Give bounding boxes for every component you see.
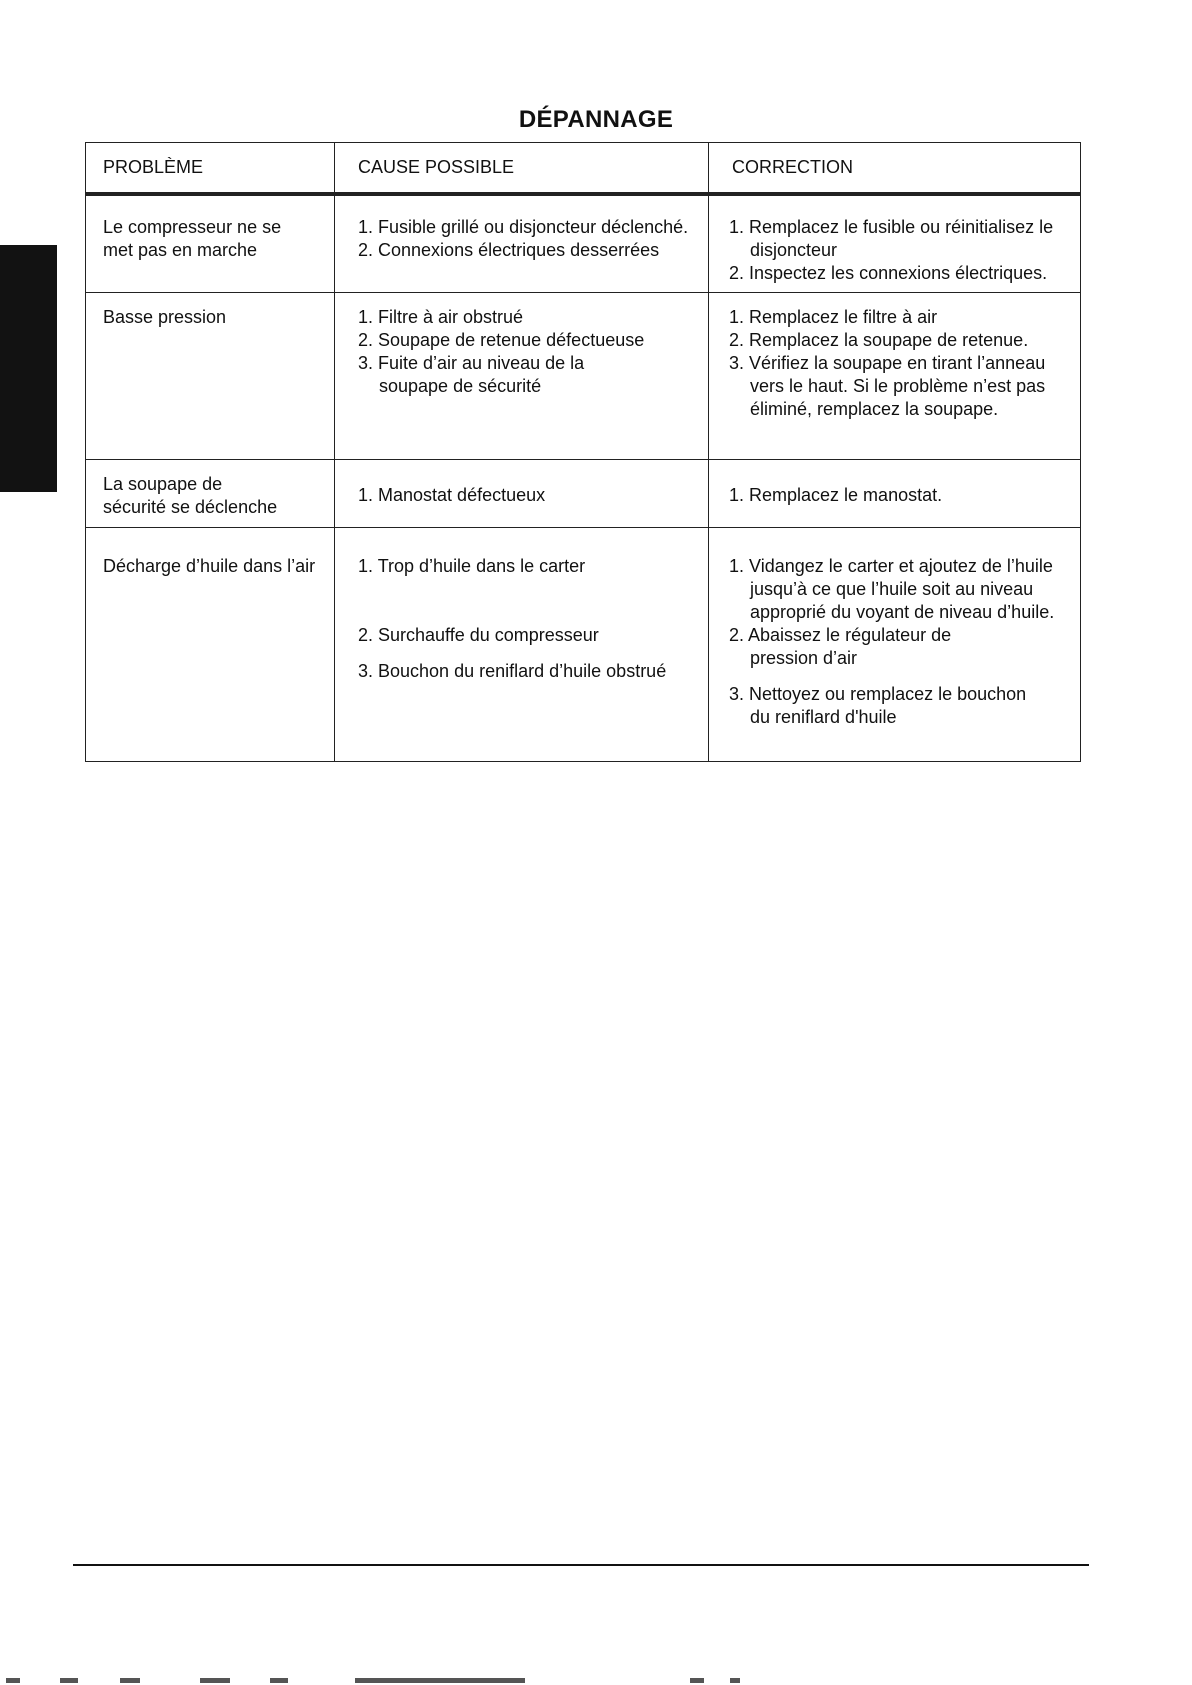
cause-cell	[335, 460, 709, 528]
cause-cell	[335, 194, 709, 293]
header-cause: CAUSE POSSIBLE	[335, 143, 709, 195]
cause-item: 3. Fuite d’air au niveau de la soupape de sécurité	[358, 353, 585, 396]
correction-item: 3. Vérifiez la soupape en tirant l’anneau vers le haut. Si le problème n’est pas éliminé, remplacez la soupape.	[729, 353, 1046, 419]
correction-cell	[709, 460, 1081, 528]
problem-text: La soupape de sécurité se déclenche	[103, 474, 278, 517]
correction-cell	[709, 528, 1081, 762]
problem-cell	[86, 528, 335, 762]
table-row	[86, 293, 1081, 460]
bottom-edge-strip	[0, 1676, 1192, 1685]
problem-cell	[86, 293, 335, 460]
problem-cell	[86, 194, 335, 293]
problem-text: Basse pression	[103, 307, 227, 327]
cause-item: 1. Filtre à air obstrué	[358, 307, 524, 327]
page-title: DÉPANNAGE	[518, 106, 674, 133]
problem-cell	[86, 460, 335, 528]
correction-item: 2. Abaissez le régulateur de pression d’air	[729, 625, 952, 668]
correction-item: 1. Remplacez le fusible ou réinitialisez le disjoncteur	[729, 217, 1054, 260]
table-row	[86, 460, 1081, 528]
problem-text: Décharge d’huile dans l’air	[103, 556, 316, 576]
cause-cell	[335, 528, 709, 762]
correction-item: 2. Inspectez les connexions électriques.	[729, 263, 1048, 283]
cause-item: 1. Fusible grillé ou disjoncteur déclenché.	[358, 217, 689, 237]
cause-item: 3. Bouchon du reniflard d’huile obstrué	[358, 661, 667, 681]
correction-item: 1. Vidangez le carter et ajoutez de l’huile jusqu’à ce que l’huile soit au niveau approprié du voyant de niveau d’huile.	[729, 556, 1055, 622]
troubleshooting-table	[85, 142, 1081, 762]
section-tab-marker	[0, 245, 57, 492]
table-row	[86, 194, 1081, 293]
cause-item: 2. Surchauffe du compresseur	[358, 625, 599, 645]
header-problem: PROBLÈME	[86, 143, 335, 195]
table-row	[86, 528, 1081, 762]
footer-rule	[73, 1564, 1089, 1566]
correction-item: 1. Remplacez le filtre à air	[729, 307, 938, 327]
cause-item: 2. Connexions électriques desserrées	[358, 240, 660, 260]
correction-item: 2. Remplacez la soupape de retenue.	[729, 330, 1029, 350]
correction-cell	[709, 293, 1081, 460]
cause-item: 1. Manostat défectueux	[358, 485, 546, 505]
correction-item: 3. Nettoyez ou remplacez le bouchon du reniflard d'huile	[729, 684, 1027, 727]
problem-text: Le compresseur ne se met pas en marche	[103, 217, 282, 260]
cause-item: 2. Soupape de retenue défectueuse	[358, 330, 645, 350]
header-correction: CORRECTION	[709, 143, 1081, 195]
cause-cell	[335, 293, 709, 460]
table-header-row	[86, 143, 1081, 195]
correction-item: 1. Remplacez le manostat.	[729, 485, 943, 505]
cause-item: 1. Trop d’huile dans le carter	[358, 556, 586, 576]
correction-cell	[709, 194, 1081, 293]
